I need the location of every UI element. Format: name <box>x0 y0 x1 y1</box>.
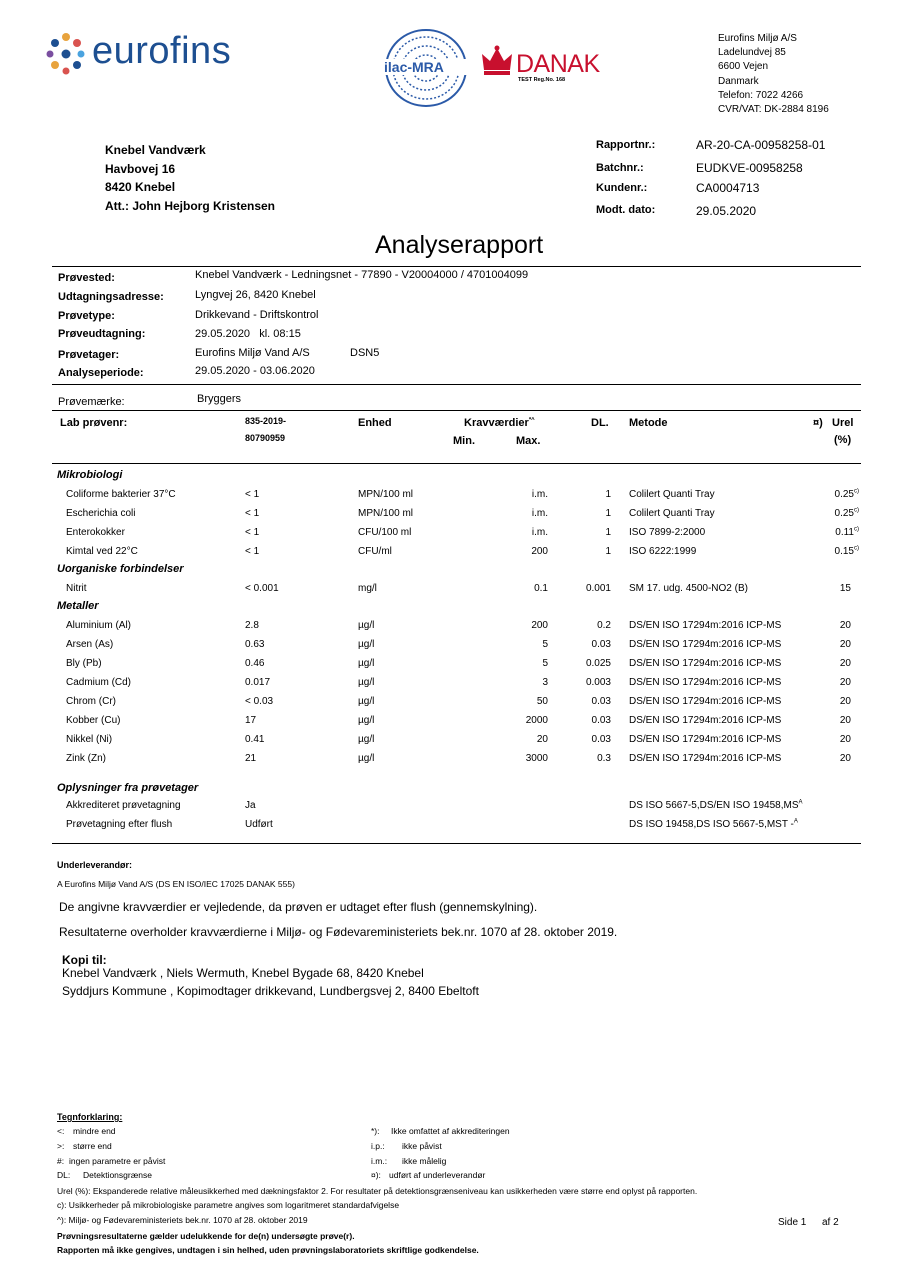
urel-value: 20 <box>839 696 851 707</box>
unit-value: µg/l <box>358 734 375 745</box>
received-date-value: 29.05.2020 <box>696 204 757 218</box>
parameter-name: Enterokokker <box>66 527 125 538</box>
urel-cell <box>840 753 851 764</box>
result-value: < 1 <box>245 489 260 500</box>
parameter-name: Coliforme bakterier 37°C <box>66 489 176 500</box>
detection-limit-value: 0.03 <box>591 715 611 726</box>
unit-value: MPN/100 ml <box>358 508 414 519</box>
lab-vat: CVR/VAT: DK-2884 8196 <box>718 104 829 116</box>
result-value: 0.46 <box>245 658 265 669</box>
limits-header-sup: *^ <box>528 417 535 424</box>
parameter-name: Escherichia coli <box>66 508 136 519</box>
table-bottom-divider <box>52 843 861 844</box>
legend-text-greater: større end <box>73 1141 112 1151</box>
max-limit-value: 200 <box>531 620 548 631</box>
section-heading: Uorganiske forbindelser <box>57 563 184 575</box>
legend-text-ip: ikke påvist <box>402 1141 442 1151</box>
method-value: ISO 6222:1999 <box>629 546 697 557</box>
report-number-value: AR-20-CA-00958258-01 <box>696 138 826 152</box>
unit-value: µg/l <box>358 620 375 631</box>
ilac-mra-text: ilac-MRA <box>384 59 444 75</box>
urel-footnote-mark: c) <box>854 526 859 533</box>
parameter-name: Nitrit <box>66 583 87 594</box>
urel-cell <box>840 696 851 707</box>
method-value: DS/EN ISO 17294m:2016 ICP-MS <box>629 677 782 688</box>
note-compliance: Resultaterne overholder kravværdierne i Miljø- og Fødevareministeriets bek.nr. 1070 af 28. oktober 2019. <box>59 925 618 939</box>
urel-header: Urel <box>832 417 854 429</box>
lab-street: Ladelundvej 85 <box>718 47 786 59</box>
result-value: 0.41 <box>245 734 265 745</box>
legend-text-none: ingen parametre er påvist <box>69 1156 166 1166</box>
urel-value: 15 <box>839 583 851 594</box>
urel-cell <box>840 715 851 726</box>
detection-limit-value: 0.001 <box>585 583 611 594</box>
urel-value: 20 <box>839 715 851 726</box>
detection-limit-value: 0.03 <box>591 734 611 745</box>
subcontractor-entry: A Eurofins Miljø Vand A/S (DS EN ISO/IEC 17025 DANAK 555) <box>57 879 295 889</box>
method-value: DS/EN ISO 17294m:2016 ICP-MS <box>629 734 782 745</box>
page-total: af 2 <box>822 1217 839 1228</box>
legend-sym-greater: >: <box>57 1141 65 1151</box>
lab-city: 6600 Vejen <box>718 61 769 73</box>
sampling-address-label: Udtagningsadresse: <box>58 291 164 303</box>
method-cell <box>629 800 803 811</box>
urel-footnote-mark: c) <box>854 545 859 552</box>
sample-mark-divider <box>52 410 861 411</box>
sample-type-value: Drikkevand - Driftskontrol <box>195 309 319 321</box>
batch-number-label: Batchnr.: <box>596 162 644 174</box>
lab-country: Danmark <box>718 75 759 87</box>
result-value: < 1 <box>245 508 260 519</box>
legend-sym-im: i.m.: <box>371 1156 388 1166</box>
legend-text-less: mindre end <box>73 1126 116 1136</box>
urel-value: 20 <box>839 677 851 688</box>
subcontractor-header: ¤) <box>813 417 823 429</box>
method-value: DS/EN ISO 17294m:2016 ICP-MS <box>629 620 782 631</box>
max-limit-value: 5 <box>542 639 548 650</box>
max-limit-value: 20 <box>536 734 548 745</box>
urel-value: 20 <box>839 734 851 745</box>
urel-cell <box>835 489 859 500</box>
result-value: < 0.001 <box>245 583 279 594</box>
method-value: DS/EN ISO 17294m:2016 ICP-MS <box>629 658 782 669</box>
result-value: < 0.03 <box>245 696 274 707</box>
recipient-city: 8420 Knebel <box>105 180 176 194</box>
urel-value: 0.25 <box>834 508 854 519</box>
urel-cell <box>840 583 851 594</box>
result-value: Ja <box>245 800 256 811</box>
max-limit-value: 50 <box>536 696 548 707</box>
legend-text-subcontractor: udført af underleverandør <box>389 1170 486 1180</box>
section-heading: Metaller <box>57 600 99 612</box>
received-date-label: Modt. dato: <box>596 204 656 216</box>
detection-limit-value: 0.003 <box>585 677 611 688</box>
parameter-name: Kimtal ved 22°C <box>66 546 138 557</box>
legend-sym-dl: DL: <box>57 1170 71 1180</box>
result-value: 2.8 <box>245 620 259 631</box>
detection-limit-value: 0.2 <box>597 620 611 631</box>
detection-limit-value: 1 <box>605 546 611 557</box>
eurofins-logo <box>46 30 261 80</box>
method-value: DS/EN ISO 17294m:2016 ICP-MS <box>629 753 782 764</box>
parameter-name: Zink (Zn) <box>66 753 106 764</box>
urel-footnote-mark: c) <box>854 507 859 514</box>
max-limit-value: i.m. <box>531 508 548 519</box>
sampler-label: Prøvetager: <box>58 349 120 361</box>
legend-sym-none: #: <box>57 1156 65 1166</box>
lab-sample-no-label: Lab prøvenr: <box>60 417 128 429</box>
detection-limit-value: 0.3 <box>597 753 611 764</box>
parameter-name: Cadmium (Cd) <box>66 677 132 688</box>
page-title: Analyserapport <box>375 231 544 259</box>
sampling-time-value: 29.05.2020 kl. 08:15 <box>195 328 301 340</box>
danak-wordmark: DANAK <box>516 50 600 78</box>
max-limit-value: i.m. <box>531 489 548 500</box>
sample-mark-value: Bryggers <box>197 393 242 405</box>
detection-limit-value: 1 <box>605 527 611 538</box>
result-value: 0.017 <box>245 677 271 688</box>
legend-note-urel: Urel (%): Ekspanderede relative måleusikkerhed med dækningsfaktor 2. For resultater på detektionsgrænseniveau kan usikkerheden være større end oplyst på rapporten. <box>57 1186 698 1196</box>
urel-cell <box>835 527 859 538</box>
method-value: Colilert Quanti Tray <box>629 489 715 500</box>
detection-limit-value: 0.03 <box>591 639 611 650</box>
legend-bold-note-1: Prøvningsresultaterne gælder udelukkende for de(n) undersøgte prøve(r). <box>57 1231 355 1241</box>
note-flush: De angivne kravværdier er vejledende, da prøven er udtaget efter flush (gennemskylning). <box>59 900 538 914</box>
sample-type-label: Prøvetype: <box>58 310 115 322</box>
urel-cell <box>840 677 851 688</box>
eurofins-wordmark: eurofins <box>92 30 232 72</box>
lab-address <box>718 32 829 117</box>
section-heading: Oplysninger fra prøvetager <box>57 782 199 794</box>
urel-cell <box>840 620 851 631</box>
max-header: Max. <box>516 435 541 447</box>
ilac-mra-logo <box>380 26 472 110</box>
sampling-time-label: Prøveudtagning: <box>58 328 146 340</box>
recipient-att: Att.: John Hejborg Kristensen <box>105 198 276 213</box>
sample-info <box>58 269 848 381</box>
method-value: DS/EN ISO 17294m:2016 ICP-MS <box>629 696 782 707</box>
unit-value: CFU/ml <box>358 546 392 557</box>
sampling-address-value: Lyngvej 26, 8420 Knebel <box>195 289 316 301</box>
urel-value: 20 <box>839 658 851 669</box>
result-value: 17 <box>245 715 257 726</box>
legend-text-im: ikke målelig <box>402 1156 447 1166</box>
detection-limit-value: 0.025 <box>585 658 611 669</box>
sample-id-line-2: 80790959 <box>245 433 286 443</box>
subcontractor-mark: A <box>798 799 803 806</box>
method-value: DS/EN ISO 17294m:2016 ICP-MS <box>629 715 782 726</box>
parameter-name: Akkrediteret prøvetagning <box>66 800 181 811</box>
result-value: < 1 <box>245 546 260 557</box>
parameter-name: Kobber (Cu) <box>66 715 121 726</box>
unit-value: µg/l <box>358 753 375 764</box>
results-table-body <box>0 464 905 844</box>
unit-value: mg/l <box>358 583 377 594</box>
method-value: Colilert Quanti Tray <box>629 508 715 519</box>
sample-mark-label: Prøvemærke: <box>58 396 125 408</box>
max-limit-value: 3000 <box>525 753 548 764</box>
urel-value: 20 <box>839 753 851 764</box>
legend-sym-less: <: <box>57 1126 65 1136</box>
method-value: ISO 7899-2:2000 <box>629 527 706 538</box>
recipient-address <box>105 141 275 215</box>
subcontractor-mark: A <box>793 818 798 825</box>
title-divider <box>52 266 861 267</box>
result-value: 21 <box>245 753 257 764</box>
recipient-street: Havbovej 16 <box>105 161 176 176</box>
parameter-name: Chrom (Cr) <box>66 696 116 707</box>
customer-number-label: Kundenr.: <box>596 182 648 194</box>
section-heading: Mikrobiologi <box>57 469 123 481</box>
urel-cell <box>840 734 851 745</box>
urel-value: 20 <box>839 620 851 631</box>
lab-name: Eurofins Miljø A/S <box>718 33 797 44</box>
sampler-code: DSN5 <box>350 347 380 359</box>
sample-site-value: Knebel Vandværk - Ledningsnet - 77890 - V20004000 / 4701004099 <box>195 269 529 281</box>
unit-value: µg/l <box>358 658 375 669</box>
report-meta <box>596 139 856 221</box>
urel-cell <box>840 639 851 650</box>
max-limit-value: 5 <box>542 658 548 669</box>
urel-cell <box>835 546 859 557</box>
method-value: SM 17. udg. 4500-NO2 (B) <box>629 583 748 594</box>
limits-header-text: Kravværdier <box>464 417 529 429</box>
urel-value: 20 <box>839 639 851 650</box>
urel-footnote-mark: c) <box>854 488 859 495</box>
crown-icon <box>480 44 514 78</box>
legend-note-micro: c): Usikkerheder på mikrobiologiske parametre angives som logaritmeret standardafvigelse <box>57 1200 400 1210</box>
sample-site-label: Prøvested: <box>58 272 115 284</box>
urel-cell <box>840 658 851 669</box>
method-value: DS/EN ISO 17294m:2016 ICP-MS <box>629 639 782 650</box>
parameter-name: Bly (Pb) <box>66 658 102 669</box>
result-value: < 1 <box>245 527 260 538</box>
unit-value: µg/l <box>358 696 375 707</box>
parameter-name: Nikkel (Ni) <box>66 734 113 745</box>
eurofins-dots-icon <box>46 32 86 76</box>
urel-value: 0.25 <box>834 489 854 500</box>
legend-note-regulation: ^): Miljø- og Fødevareministeriets bek.nr. 1070 af 28. oktober 2019 <box>57 1215 308 1225</box>
urel-value: 0.11 <box>835 527 854 538</box>
legend-sym-subcontractor: ¤): <box>371 1170 381 1180</box>
danak-logo <box>480 44 605 88</box>
parameter-name: Aluminium (Al) <box>66 620 132 631</box>
limits-header <box>464 417 535 429</box>
urel-unit-header: (%) <box>834 434 852 446</box>
subcontractors-label: Underleverandør: <box>57 860 133 870</box>
parameter-name: Arsen (As) <box>66 639 114 650</box>
max-limit-value: i.m. <box>531 527 548 538</box>
legend-sym-ip: i.p.: <box>371 1141 385 1151</box>
copy-to-recipient-1: Knebel Vandværk , Niels Wermuth, Knebel Bygade 68, 8420 Knebel <box>62 966 424 980</box>
copy-to-label: Kopi til: <box>62 953 107 967</box>
unit-value: MPN/100 ml <box>358 489 414 500</box>
analysis-period-value: 29.05.2020 - 03.06.2020 <box>195 365 315 377</box>
legend-sym-not-accredited: *): <box>371 1126 380 1136</box>
detection-limit-value: 1 <box>605 489 611 500</box>
results-table-header <box>0 412 905 462</box>
legend-text-not-accredited: Ikke omfattet af akkrediteringen <box>391 1126 510 1136</box>
unit-value: µg/l <box>358 677 375 688</box>
legend-bold-note-2: Rapporten må ikke gengives, undtagen i sin helhed, uden prøvningslaboratoriets skriftlige godkendelse. <box>57 1245 479 1255</box>
batch-number-value: EUDKVE-00958258 <box>696 161 803 175</box>
parameter-name: Prøvetagning efter flush <box>66 819 173 830</box>
max-limit-value: 0.1 <box>534 583 548 594</box>
unit-value: µg/l <box>358 639 375 650</box>
dl-header: DL. <box>591 417 609 429</box>
detection-limit-value: 0.03 <box>591 696 611 707</box>
method-cell <box>629 819 798 830</box>
unit-value: CFU/100 ml <box>358 527 412 538</box>
method-header: Metode <box>629 417 668 429</box>
legend-title: Tegnforklaring: <box>57 1112 123 1122</box>
report-number-label: Rapportnr.: <box>596 139 656 151</box>
result-value: Udført <box>245 819 273 830</box>
sample-info-divider <box>52 384 861 385</box>
page-number: Side 1 <box>778 1217 807 1228</box>
legend-text-dl: Detektionsgrænse <box>83 1170 152 1180</box>
max-limit-value: 2000 <box>525 715 548 726</box>
urel-cell <box>835 508 859 519</box>
customer-number-value: CA0004713 <box>696 181 760 195</box>
max-limit-value: 200 <box>531 546 548 557</box>
max-limit-value: 3 <box>542 677 548 688</box>
min-header: Min. <box>453 435 475 447</box>
lab-phone: Telefon: 7022 4266 <box>718 89 804 101</box>
sample-id-line-1: 835-2019- <box>245 416 287 426</box>
analysis-period-label: Analyseperiode: <box>58 367 144 379</box>
copy-to-recipient-2: Syddjurs Kommune , Kopimodtager drikkevand, Lundbergsvej 2, 8400 Ebeltoft <box>62 984 479 998</box>
recipient-name: Knebel Vandværk <box>105 143 206 157</box>
danak-reg-text: TEST Reg.No. 168 <box>518 77 566 83</box>
unit-value: µg/l <box>358 715 375 726</box>
method-value: DS ISO 5667-5,DS/EN ISO 19458,MS <box>629 800 799 811</box>
detection-limit-value: 1 <box>605 508 611 519</box>
sampler-value: Eurofins Miljø Vand A/S <box>195 347 310 359</box>
unit-header: Enhed <box>358 417 392 429</box>
method-value: DS ISO 19458,DS ISO 5667-5,MST - <box>629 819 794 830</box>
urel-value: 0.15 <box>834 546 854 557</box>
result-value: 0.63 <box>245 639 265 650</box>
